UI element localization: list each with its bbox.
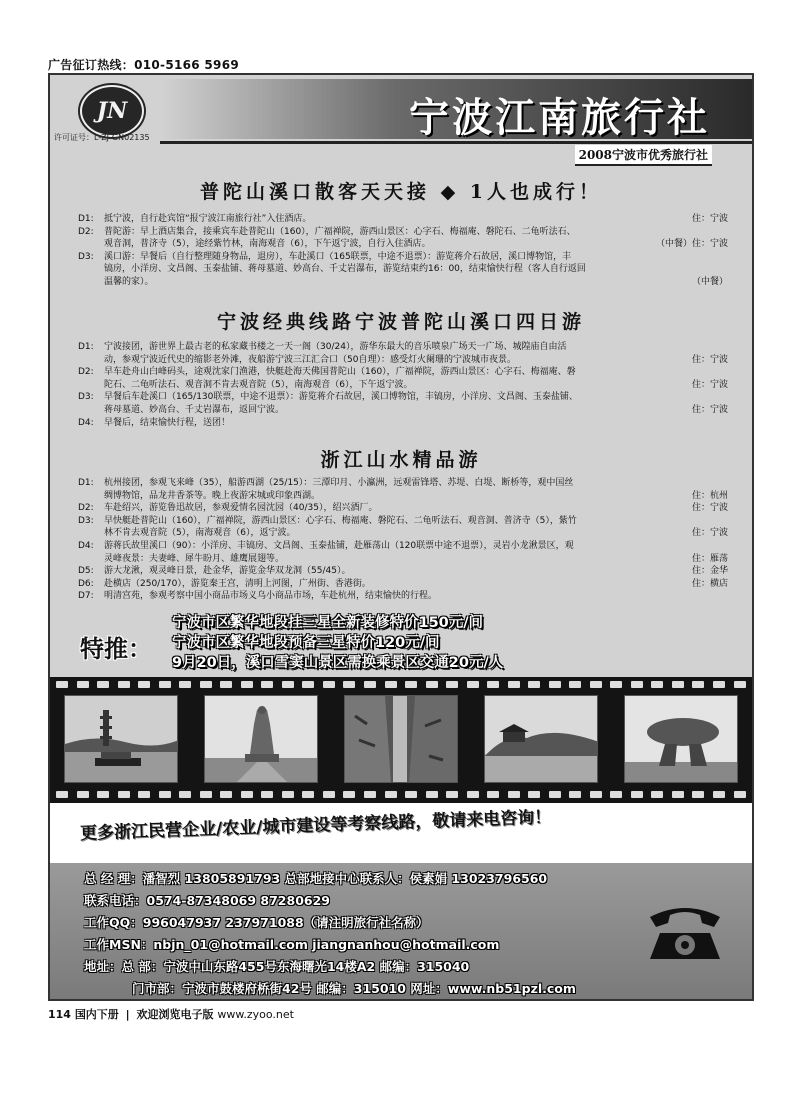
day-description: 蒋母墓道、妙高台、千丈岩瀑布，返回宁波。 <box>104 404 285 415</box>
film-hole <box>364 681 376 688</box>
advertisement-frame <box>48 73 754 1001</box>
day-description: 游大龙湫，观灵峰日景，赴金华，游览金华双龙洞（55/45）。 <box>104 566 351 577</box>
day-description: 动，参观宁波近代史的缩影老外滩，夜船游宁波三江汇合口（50自理）：感受灯火阑珊的宁波城市夜景。 <box>104 354 516 365</box>
divider <box>160 141 752 144</box>
film-hole <box>385 791 397 798</box>
day-description: 车赴绍兴，游览鲁迅故居，参观爱情名园沈园（40/35），绍兴酒厂。 <box>104 503 378 514</box>
film-hole <box>282 681 294 688</box>
film-hole <box>302 791 314 798</box>
film-hole <box>734 681 746 688</box>
film-holes-bottom <box>56 791 746 799</box>
day-label: D1: <box>78 342 94 352</box>
route2-title: 宁波经典线路宁波普陀山溪口四日游 <box>216 311 585 333</box>
stay-location: 住：宁波 <box>691 404 728 415</box>
day-description: 绸博物馆，品龙井香茶等。晚上夜游宋城或印象西湖。 <box>104 490 321 501</box>
film-hole <box>77 681 89 688</box>
stay-location: 住：雁荡 <box>691 553 728 564</box>
itinerary-row <box>78 354 728 367</box>
day-description: 灵峰夜景：夫妻峰、犀牛盼月、雄鹰展翅等。 <box>104 553 285 564</box>
film-hole <box>508 791 520 798</box>
route1-itinerary <box>78 213 728 289</box>
stay-location: 住：宁波 <box>691 528 728 539</box>
stay-location: 住：宁波 <box>691 214 728 224</box>
film-hole <box>261 681 273 688</box>
excellence-badge: 2008宁波市优秀旅行社 <box>575 145 712 166</box>
stay-location: 住：金华 <box>691 566 728 577</box>
itinerary-row <box>78 477 728 490</box>
ad-hotline: 广告征订热线：010-5166 5969 <box>48 58 240 72</box>
film-hole <box>713 791 725 798</box>
film-hole <box>651 791 663 798</box>
route1-title: 普陀山溪口散客天天接 ◆ 1人也成行！ <box>199 181 603 203</box>
jn-logo: JN <box>80 85 144 137</box>
day-label: D1: <box>78 478 94 488</box>
day-label: D4: <box>78 540 94 551</box>
itinerary-row <box>78 502 728 515</box>
promo-line: 9月20日，溪口雪窦山景区需换乘景区交通20元/人 <box>172 655 504 671</box>
welcome-text: 欢迎浏览电子版 <box>136 1008 214 1021</box>
day-description: 抵宁波，自行赴宾馆“报宁波江南旅行社”入住酒店。 <box>104 214 312 224</box>
itinerary-row <box>78 341 728 354</box>
film-hole <box>241 681 253 688</box>
film-hole <box>610 681 622 688</box>
itinerary-row <box>78 238 728 251</box>
website-link[interactable]: www.zyoo.net <box>217 1008 294 1021</box>
film-hole <box>426 681 438 688</box>
header <box>50 75 752 165</box>
day-description: 杭州接团，参观飞来峰（35），船游西湖（25/15）：三潭印月、小瀛洲，远观雷锋塔、苏堤、白堤、断桥等，观中国丝 <box>104 478 574 488</box>
film-hole <box>282 791 294 798</box>
film-hole <box>385 681 397 688</box>
day-label: D2: <box>78 503 94 514</box>
page-number: 114 <box>48 1008 71 1021</box>
title-bar <box>160 79 752 139</box>
manager-line: 总 经 理：潘智烈 13805891793 总部地接中心联系人：侯素娟 13023796560 <box>84 871 548 886</box>
itinerary-row <box>78 251 728 264</box>
consult-banner <box>50 803 752 863</box>
day-label: D3: <box>78 251 94 262</box>
itinerary-row <box>78 366 728 379</box>
film-hole <box>692 681 704 688</box>
film-hole <box>549 681 561 688</box>
stay-location: 住：宁波 <box>691 503 728 514</box>
film-hole <box>692 791 704 798</box>
film-hole <box>487 681 499 688</box>
promo-line: 宁波市区繁华地段挂三星全新装修特价150元/间 <box>172 615 484 631</box>
day-description: 明清宫苑，参观考察中国小商品市场义乌小商品市场，车赴杭州，结束愉快的行程。 <box>104 591 438 602</box>
film-hole <box>138 791 150 798</box>
itinerary-row <box>78 417 728 430</box>
film-hole <box>610 791 622 798</box>
film-hole <box>631 681 643 688</box>
film-hole <box>179 791 191 798</box>
stay-location: （中餐）住：宁波 <box>655 239 728 250</box>
film-hole <box>138 681 150 688</box>
day-label: D2: <box>78 226 94 237</box>
itinerary-row <box>78 565 728 578</box>
itinerary-row <box>78 226 728 239</box>
photo-balanced-rock <box>624 695 738 783</box>
day-label: D2: <box>78 367 94 378</box>
stay-location: （中餐） <box>691 276 728 287</box>
day-description: 陀石、二龟听法石、观音洞不肯去观音院（5），南海观音（6），下午返宁波。 <box>104 379 413 390</box>
phone-line: 联系电话：0574-87348069 87280629 <box>84 893 330 908</box>
film-hole <box>467 681 479 688</box>
film-hole <box>179 681 191 688</box>
day-label: D4: <box>78 417 94 428</box>
film-hole <box>364 791 376 798</box>
film-hole <box>200 791 212 798</box>
day-label: D7: <box>78 591 94 602</box>
hq-address-line: 地址：总 部：宁波中山东路455号东海曙光14楼A2 邮编：315040 <box>84 959 470 974</box>
film-hole <box>508 681 520 688</box>
stay-location: 住：横店 <box>691 578 728 589</box>
film-hole <box>220 681 232 688</box>
film-hole <box>569 681 581 688</box>
film-hole <box>590 791 602 798</box>
film-hole <box>343 681 355 688</box>
film-hole <box>590 681 602 688</box>
itinerary-row <box>78 490 728 503</box>
film-hole <box>426 791 438 798</box>
film-hole <box>467 791 479 798</box>
separator: | <box>125 1008 130 1021</box>
film-hole <box>118 791 130 798</box>
day-description: 林不肯去观音院（5），南海观音（6），返宁波。 <box>104 528 296 539</box>
film-hole <box>405 681 417 688</box>
film-hole <box>97 681 109 688</box>
banner-text: 更多浙江民营企业/农业/城市建设等考察线路，敬请来电咨询！ <box>79 807 552 844</box>
film-hole <box>118 681 130 688</box>
itinerary-row <box>78 404 728 417</box>
day-description: 温馨的家）。 <box>104 276 154 287</box>
photo-temple-hill <box>484 695 598 783</box>
photo-waterfall-cliffs <box>344 695 458 783</box>
film-hole <box>56 681 68 688</box>
day-description: 早餐后车赴溪口（165/130联票，中途不退票）：游览蒋介石故居，溪口博物馆，丰镐房，小洋房、文昌阁、玉泰盐铺、 <box>104 392 578 403</box>
route2-itinerary <box>78 341 728 429</box>
day-description: 早餐后，结束愉快行程，送团！ <box>104 417 231 428</box>
section-name: 国内下册 <box>74 1008 119 1021</box>
day-description: 早快艇赴普陀山（160），广福禅院，游西山景区：心字石、梅福庵、磐陀石、二龟听法石、观音洞、普济寺（5），紫竹 <box>104 515 577 526</box>
film-hole <box>220 791 232 798</box>
film-holes-top <box>56 681 746 689</box>
itinerary-row <box>78 213 728 226</box>
qq-line: 工作QQ：996047937 237971088（请注明旅行社名称） <box>84 915 429 930</box>
film-hole <box>528 681 540 688</box>
photo-pagoda-lake <box>64 695 178 783</box>
photo-guanyin-statue <box>204 695 318 783</box>
day-description: 普陀游：早上酒店集合，接乘宾车赴普陀山（160），广福禅院，游西山景区：心字石、梅福庵、磐陀石、二龟听法石、 <box>104 226 576 237</box>
agency-title: 宁波江南旅行社 <box>409 95 710 141</box>
film-hole <box>487 791 499 798</box>
film-hole <box>446 791 458 798</box>
day-label: D3: <box>78 515 94 526</box>
page-footer <box>48 1006 294 1022</box>
film-hole <box>241 791 253 798</box>
day-description: 溪口游：早餐后（自行整理随身物品，退房），车赴溪口（165联票，中途不退票）：游览蒋介石故居，溪口博物馆，丰 <box>104 251 572 262</box>
film-hole <box>159 791 171 798</box>
itinerary-row <box>78 515 728 528</box>
day-label: D5: <box>78 566 94 577</box>
route3-itinerary <box>78 477 728 603</box>
film-hole <box>97 791 109 798</box>
film-hole <box>631 791 643 798</box>
day-description: 观音洞，普济寺（5），途经紫竹林，南海观音（6），下午返宁波，自行入住酒店。 <box>104 239 431 250</box>
promo-line: 宁波市区繁华地段预备三星特价120元/间 <box>172 635 440 651</box>
special-offer-label: 特推： <box>80 635 152 663</box>
itinerary-row <box>78 379 728 392</box>
film-hole <box>672 791 684 798</box>
photo-film-strip <box>50 677 752 803</box>
route3-title: 浙江山水精品游 <box>320 449 482 471</box>
film-hole <box>77 791 89 798</box>
film-hole <box>56 791 68 798</box>
stay-location: 住：宁波 <box>691 354 728 365</box>
contact-block <box>50 863 752 1001</box>
itinerary-row <box>78 391 728 404</box>
day-label: D3: <box>78 392 94 403</box>
itinerary-row <box>78 276 728 289</box>
msn-line: 工作MSN：nbjn_01@hotmail.com jiangnanhou@hotmail.com <box>84 937 500 952</box>
itinerary-row <box>78 590 728 603</box>
telephone-icon <box>644 899 726 963</box>
day-description: 早车赴舟山白峰码头，途观沈家门渔港，快艇赴海天佛国普陀山（160），广福禅院，游西山景区：心字石、梅福庵、磐 <box>104 367 576 378</box>
film-hole <box>446 681 458 688</box>
film-hole <box>651 681 663 688</box>
day-description: 赴横店（250/170），游览秦王宫，清明上河图，广州街、香港街。 <box>104 578 371 589</box>
film-hole <box>323 791 335 798</box>
film-hole <box>405 791 417 798</box>
film-hole <box>672 681 684 688</box>
film-hole <box>528 791 540 798</box>
day-label: D6: <box>78 578 94 589</box>
film-hole <box>261 791 273 798</box>
itinerary-row <box>78 578 728 591</box>
film-hole <box>713 681 725 688</box>
film-hole <box>200 681 212 688</box>
stay-location: 住：杭州 <box>691 490 728 501</box>
film-hole <box>323 681 335 688</box>
film-hole <box>569 791 581 798</box>
film-hole <box>343 791 355 798</box>
film-hole <box>549 791 561 798</box>
day-description: 镐房，小洋房、文昌阁、玉泰盐铺、蒋母墓道、妙高台、千丈岩瀑布，游览结束约16：00，结束愉快行程（客人自行返回 <box>104 264 586 275</box>
film-hole <box>159 681 171 688</box>
store-address-line: 门市部：宁波市鼓楼府桥街42号 邮编：315010 网址：www.nb51pzl.com <box>132 981 576 996</box>
film-hole <box>734 791 746 798</box>
day-label: D1: <box>78 214 94 224</box>
itinerary-row <box>78 553 728 566</box>
itinerary-row <box>78 540 728 553</box>
license-number: 许可证号：L-ZJ-GN02135 <box>54 133 150 142</box>
stay-location: 住：宁波 <box>691 379 728 390</box>
itinerary-row <box>78 263 728 276</box>
day-description: 游蒋氏故里溪口（90）：小洋房、丰镐房、文昌阁、玉泰盐铺，赴雁荡山（120联票中途不退票），灵岩小龙湫景区，观 <box>104 540 574 551</box>
film-hole <box>302 681 314 688</box>
itinerary-row <box>78 527 728 540</box>
day-description: 宁波接团，游世界上最古老的私家藏书楼之一天一阁（30/24），游华东最大的音乐喷泉广场天一广场、城隍庙自由活 <box>104 342 567 352</box>
